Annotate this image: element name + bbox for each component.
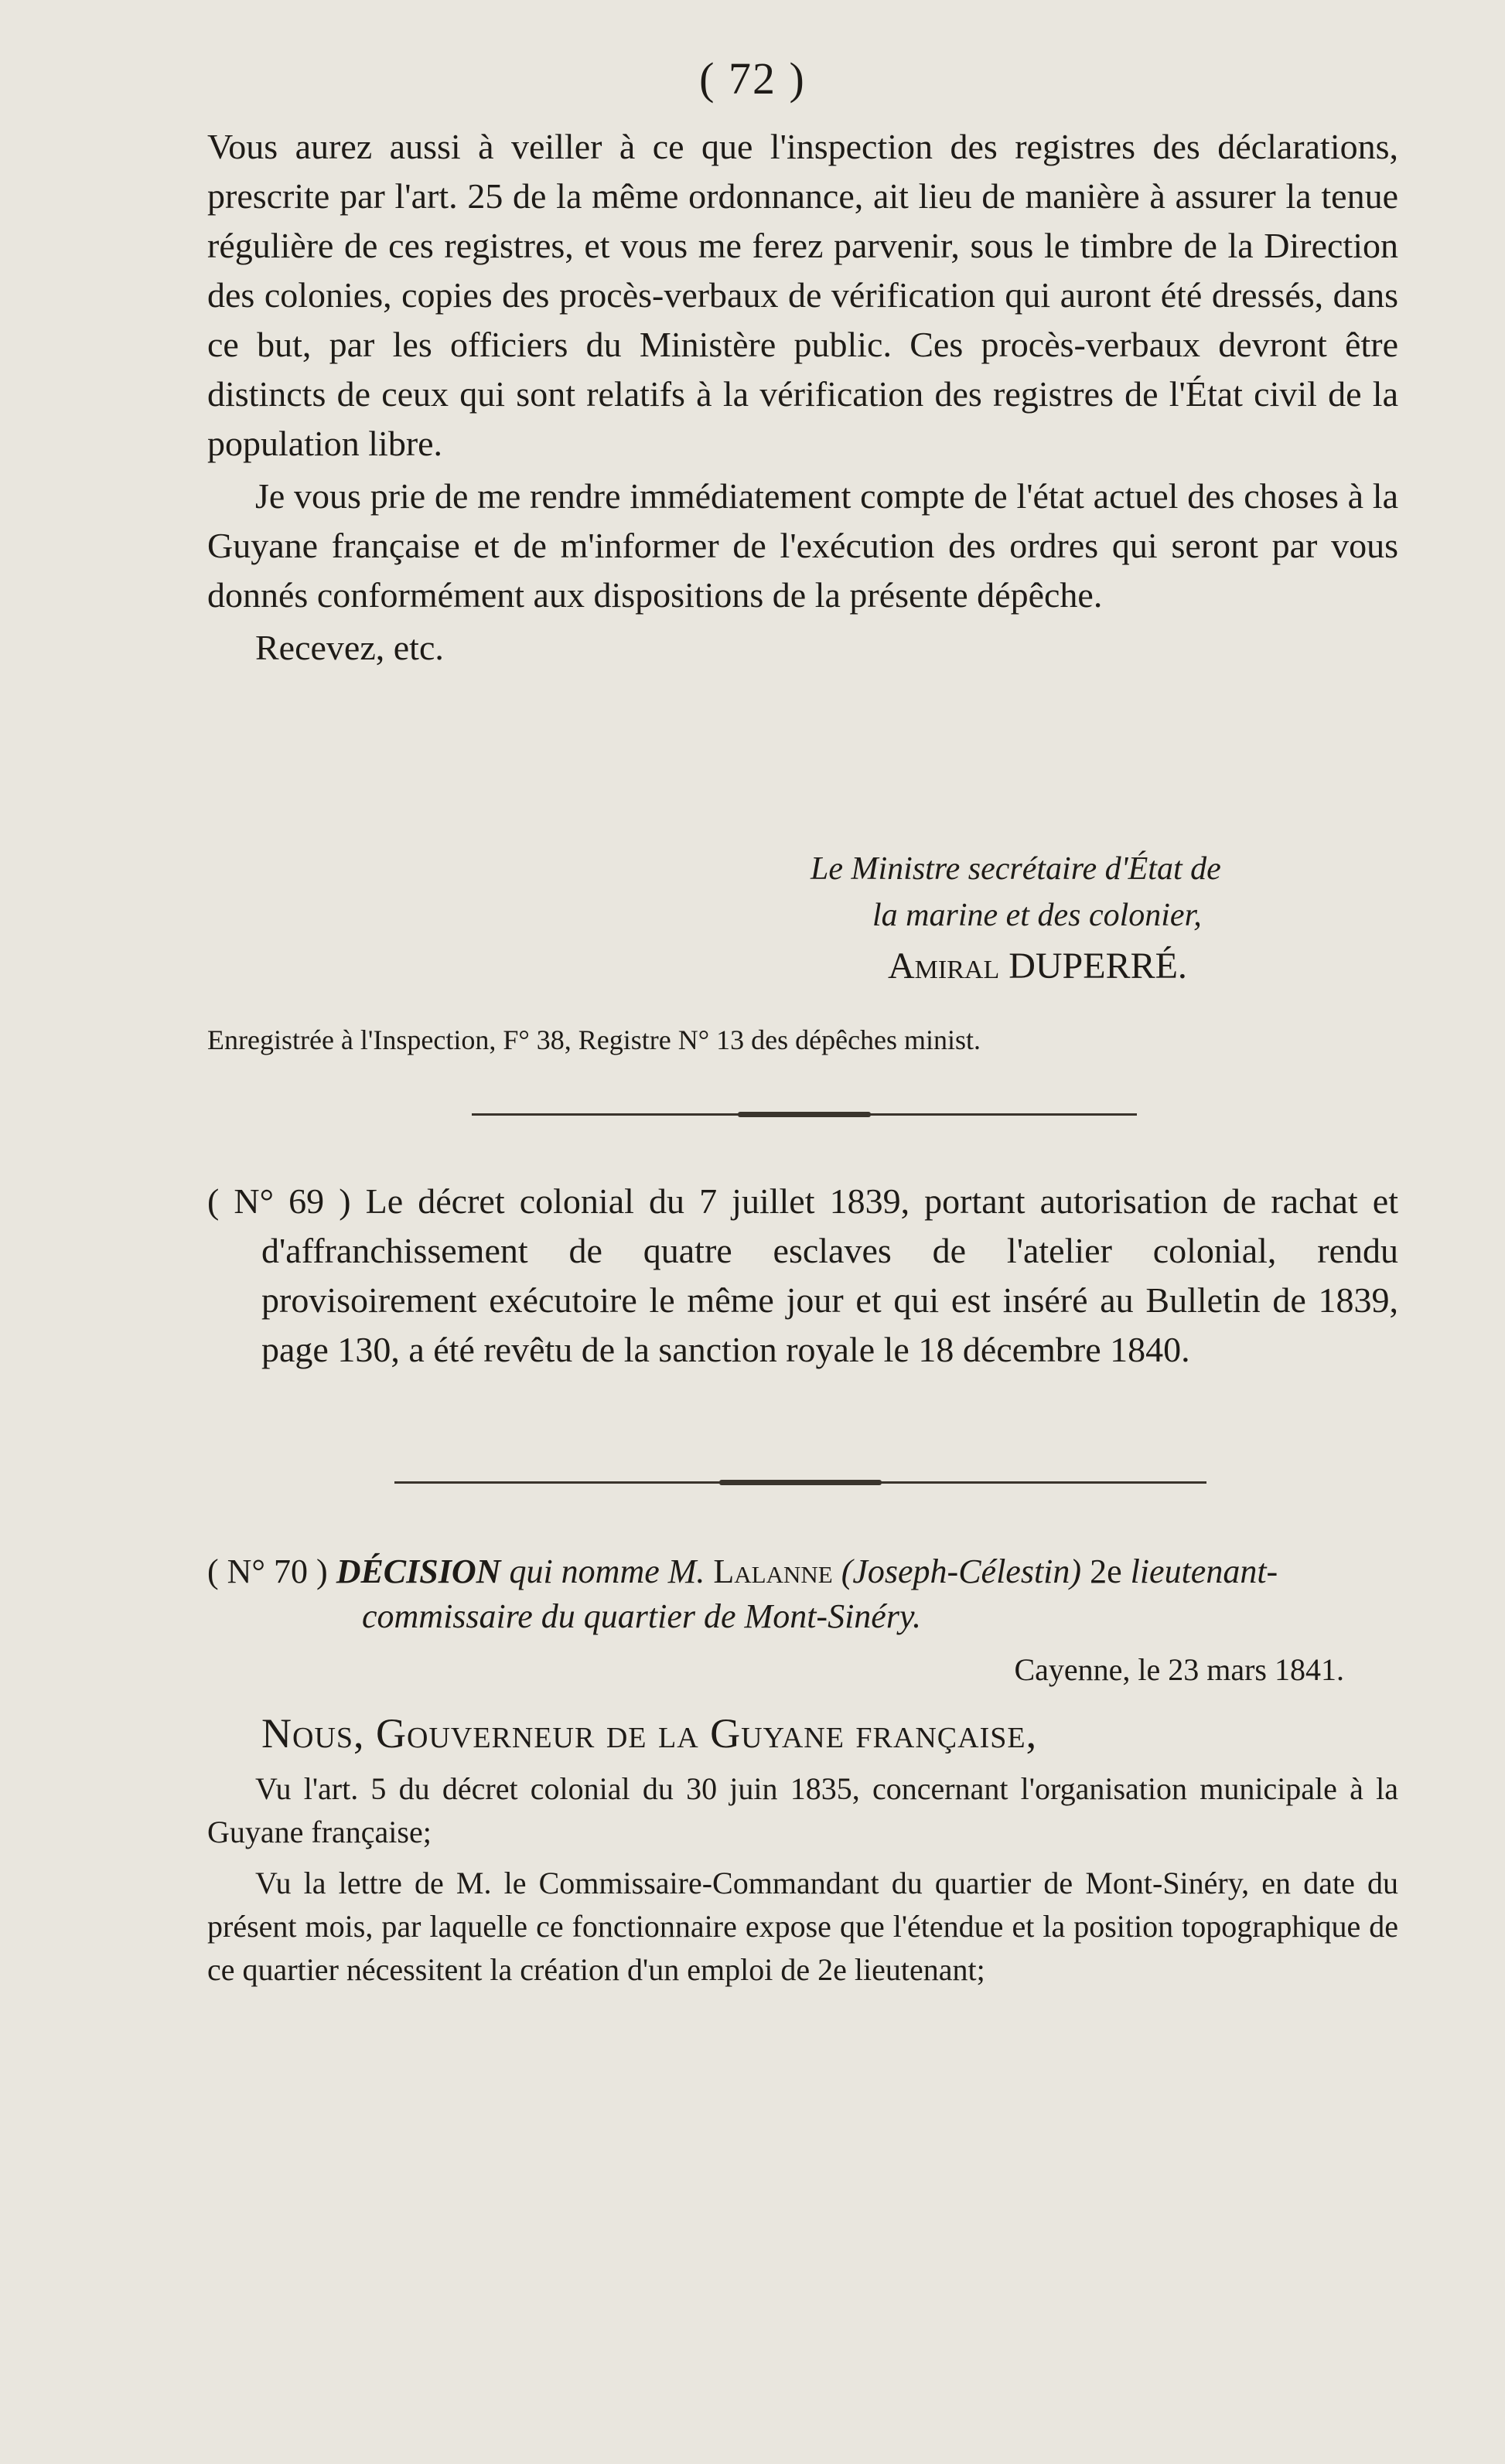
- considerations: [207, 1767, 1398, 1992]
- signature-title-line-2: la marine et des colonier,: [872, 898, 1202, 933]
- decision-dateline: Cayenne, le 23 mars 1841.: [1014, 1652, 1344, 1687]
- entry-70-title: [207, 1549, 1398, 1639]
- appointee-surname: Lalanne: [713, 1552, 833, 1590]
- registry-text: Enregistrée à l'Inspection, F° 38, Registre N° 13 des dépêches minist.: [207, 1024, 981, 1055]
- decision-heading: DÉCISION: [336, 1552, 501, 1590]
- signature-surname: DUPERRÉ.: [1008, 946, 1187, 987]
- signature-name: [888, 943, 1398, 990]
- entry-69-text: Le décret colonial du 7 juillet 1839, portant autorisation de rachat et d'affranchissement de quatre esclaves de l'atelier colonial, rendu provisoirement exécutoire le même jour et qui est inséré au Bulletin de 1839, page 130, a été revêtu de la sanction royale le 18 décembre 1840.: [261, 1181, 1399, 1369]
- entry-69-paragraph: [207, 1177, 1398, 1375]
- entry-70: [207, 1549, 1398, 1999]
- closing-formula: Recevez, etc.: [255, 628, 444, 667]
- registry-note: [207, 1021, 1398, 1059]
- decision-title-text-1: qui nomme M.: [509, 1552, 705, 1590]
- section-divider: [394, 1481, 1206, 1484]
- appointee-rank: 2e: [1090, 1552, 1122, 1590]
- entry-69-number: ( N° 69 ): [207, 1181, 351, 1221]
- signature-rank: Amiral: [888, 946, 1000, 987]
- signature-block: [207, 846, 1398, 990]
- consideration-1: Vu l'art. 5 du décret colonial du 30 juin 1835, concernant l'organisation municipale à la Guyane française;: [207, 1771, 1398, 1849]
- entry-70-number: ( N° 70 ): [207, 1552, 328, 1590]
- decision-title-text-2: lieutenant-commissaire du quartier de Mont-Sinéry.: [362, 1552, 1278, 1635]
- signature-title-line-1: Le Ministre secrétaire d'État de: [811, 851, 1221, 887]
- continuation-paragraph: Vous aurez aussi à veiller à ce que l'inspection des registres des déclarations, prescrite par l'art. 25 de la même ordonnance, ait lieu de manière à assurer la tenue régulière de ces registres, et vous me ferez parvenir, sous le timbre de la Direction des colonies, copies des procès-verbaux de vérification qui auront été dressés, dans ce but, par les officiers du Ministère public. Ces procès-verbaux devront être distincts de ceux qui sont relatifs à la vérification des registres de l'État civil de la population libre.: [207, 127, 1398, 463]
- section-divider: [472, 1113, 1137, 1116]
- request-paragraph: Je vous prie de me rendre immédiatement compte de l'état actuel des choses à la Guyane française et de m'informer de l'exécution des ordres qui seront par vous donnés conformément aux dispositions de la présente dépêche.: [207, 476, 1398, 615]
- page-number: ( 72 ): [699, 53, 806, 104]
- appointee-given-names: (Joseph-Célestin): [841, 1552, 1082, 1590]
- consideration-2: Vu la lettre de M. le Commissaire-Commandant du quartier de Mont-Sinéry, en date du présent mois, par laquelle ce fonctionnaire expose que l'étendue et la position topographique de ce quartier nécessitent la création d'un emploi de 2e lieutenant;: [207, 1866, 1398, 1987]
- decision-preamble: Nous, Gouverneur de la Guyane française,: [261, 1710, 1038, 1757]
- entry-69: [207, 1177, 1398, 1375]
- letter-body: [207, 122, 1398, 673]
